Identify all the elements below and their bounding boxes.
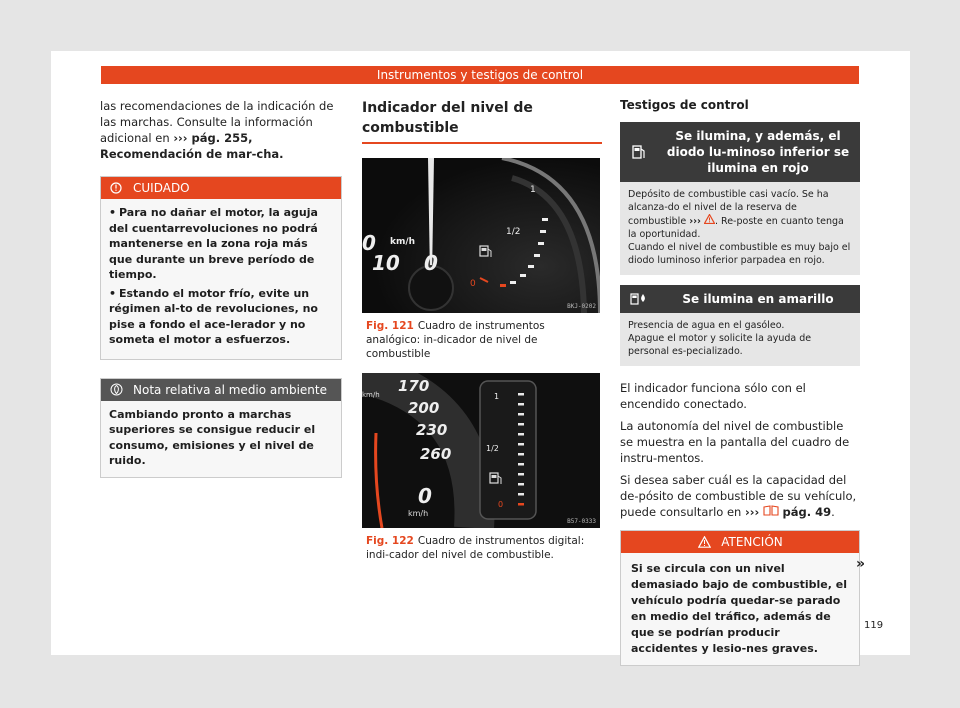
warning-triangle-icon xyxy=(704,216,715,227)
cuidado-bullet: • Para no dañar el motor, la aguja del cuentarrevoluciones no podrá mantenerse en la zona roja más que durante un breve período de tiempo. xyxy=(109,206,318,281)
yellow-lamp-heading: Se ilumina en amarillo xyxy=(682,292,834,306)
column-right xyxy=(620,98,860,666)
column-left xyxy=(100,98,342,478)
digital-unit-top: km/h xyxy=(362,391,380,399)
cuidado-box xyxy=(100,176,342,360)
atencion-box xyxy=(620,530,860,666)
digital-speed-value: 0 xyxy=(418,484,432,508)
testigos-title: Testigos de control xyxy=(620,98,749,112)
red-lamp-description: Depósito de combustible casi vacío. Se ha alcanza-do el nivel de la reserva de combustible ››› . Re-poste en cuanto tenga la oportunidad. Cuando el nivel de combustible es muy bajo el diodo luminoso inferior parpadea en rojo. xyxy=(620,182,860,275)
digital-label-full: 1 xyxy=(494,392,500,401)
capacity-paragraph: Si desea saber cuál es la capacidad del de-pósito de combustible de su vehículo, puede consultarlo en ››› pág. 49. xyxy=(620,473,857,519)
speed-200: 200 xyxy=(408,399,440,417)
column-middle xyxy=(362,98,602,574)
warning-triangle-icon xyxy=(697,535,711,549)
cuidado-header xyxy=(101,177,341,199)
speed-170: 170 xyxy=(398,377,430,395)
gauge-label-speed: 10 xyxy=(372,251,400,275)
gauge-label-half: 1/2 xyxy=(506,227,521,237)
figure-121-analog-cluster xyxy=(362,158,600,313)
digital-gauge-image xyxy=(362,373,600,528)
analog-gauge-image xyxy=(362,158,600,313)
digital-label-empty: 0 xyxy=(498,500,504,509)
yellow-lamp-header xyxy=(620,285,860,313)
gauge-unit-kmh: km/h xyxy=(390,237,416,247)
paragraph: La autonomía del nivel de combustible se muestra en la pantalla del cuadro de instru-mentos. xyxy=(620,419,850,465)
digital-unit-kmh: km/h xyxy=(408,509,429,518)
figure-122-digital-cluster xyxy=(362,373,600,528)
yellow-lamp-description: Presencia de agua en el gasóleo. Apague el motor y solicite la ayuda de personal es-pecializado. xyxy=(620,313,860,366)
environment-leaf-icon xyxy=(109,383,123,397)
speed-230: 230 xyxy=(416,421,448,439)
gauge-label-zero-partial: 0 xyxy=(362,231,376,255)
cross-ref-arrows: ››› xyxy=(173,131,188,145)
cross-ref-link[interactable]: pág. 49 xyxy=(782,505,832,519)
atencion-title: ATENCIÓN xyxy=(721,535,783,549)
water-in-fuel-icon xyxy=(628,292,650,306)
paragraph: El indicador funciona sólo con el encendido conectado. xyxy=(620,381,806,411)
nota-title: Nota relativa al medio ambiente xyxy=(133,382,327,397)
atencion-text: Si se circula con un nivel demasiado bajo de combustible, el vehículo podría quedar-se parado en medio del tráfico, además de que se podrían producir accidentes y lesio-nes graves. xyxy=(631,562,848,655)
figure-121-caption: Fig. 121 Cuadro de instrumentos analógico: in-dicador de nivel de combustible xyxy=(366,320,545,360)
intro-paragraph: las recomendaciones de la indicación de las marchas. Consulte la información adicional en ››› pág. 255, Recomendación de mar-cha. xyxy=(100,99,334,161)
cross-ref-link[interactable]: pág. 255, Recomendación de mar-cha. xyxy=(100,131,284,161)
cuidado-bullet: • Estando el motor frío, evite un régimen al-to de revoluciones, no pise a fondo el ace-lerador y no someta el motor a esfuerzos. xyxy=(109,286,318,346)
fuel-pump-icon xyxy=(628,144,650,160)
gauge-label-zero: 0 xyxy=(424,251,438,275)
atencion-header xyxy=(621,531,859,553)
info-circle-icon xyxy=(109,181,123,195)
digital-label-half: 1/2 xyxy=(486,444,499,453)
figure-122-caption: Fig. 122 Cuadro de instrumentos digital: indi-cador del nivel de combustible. xyxy=(366,535,585,561)
page-number: 119 xyxy=(864,620,884,631)
gauge-label-empty: 0 xyxy=(470,279,476,289)
continue-marker: » xyxy=(856,556,866,572)
cuidado-title: CUIDADO xyxy=(133,181,190,195)
book-icon xyxy=(763,505,779,519)
figure-code: BKJ-0202 xyxy=(567,303,596,310)
nota-header xyxy=(101,379,341,401)
nota-box xyxy=(100,378,342,478)
speed-260: 260 xyxy=(420,445,452,463)
nota-text: Cambiando pronto a marchas superiores se consigue reducir el consumo, emisiones y el nivel de ruido. xyxy=(109,407,316,467)
figure-code: B57-0333 xyxy=(567,518,596,525)
red-lamp-header xyxy=(620,122,860,182)
section-title: Indicador del nivel de combustible xyxy=(362,98,602,144)
red-lamp-heading: Se ilumina, y además, el diodo lu-minoso inferior se ilumina en rojo xyxy=(666,129,850,175)
gauge-label-full: 1 xyxy=(530,185,536,195)
page-header: Instrumentos y testigos de control xyxy=(101,66,859,84)
